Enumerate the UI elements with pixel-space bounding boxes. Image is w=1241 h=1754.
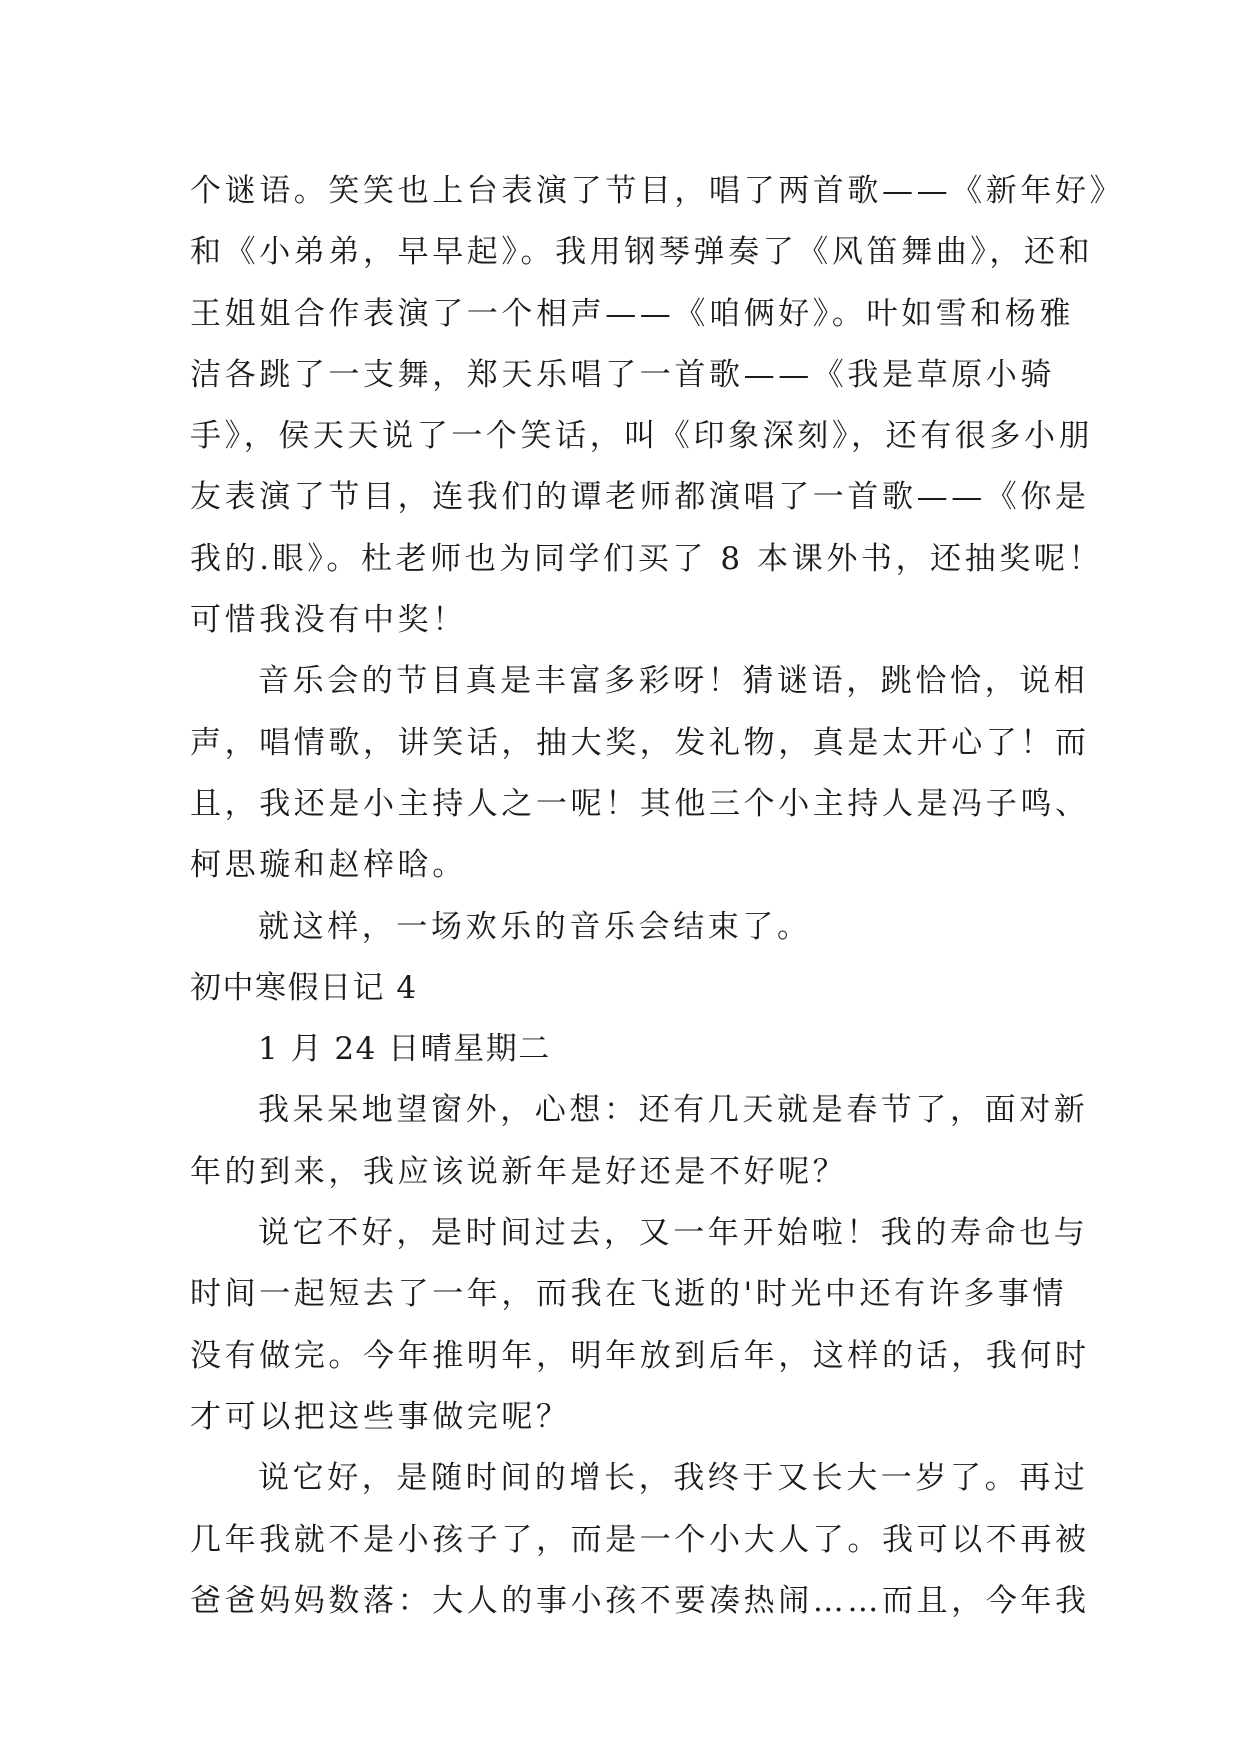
text-line: 王姐姐合作表演了一个相声——《咱俩好》。叶如雪和杨雅: [190, 295, 1075, 332]
section-heading: 初中寒假日记 4: [190, 969, 418, 1006]
text-line: 我的.眼》。杜老师也为同学们买了 8 本课外书，还抽奖呢！: [190, 540, 1104, 577]
date-line: 1 月 24 日晴星期二: [258, 1031, 551, 1068]
text-line: 才可以把这些事做完呢？: [190, 1398, 571, 1435]
document-body: [190, 161, 1125, 1632]
text-line: 声，唱情歌，讲笑话，抽大奖，发礼物，真是太开心了！而: [190, 724, 1090, 761]
paragraph-first-line: 说它不好，是时间过去，又一年开始啦！我的寿命也与: [258, 1215, 1089, 1252]
paragraph-first-line: 说它好，是随时间的增长，我终于又长大一岁了。再过: [258, 1460, 1089, 1497]
text-line: 柯思璇和赵梓晗。: [190, 847, 467, 884]
text-line: 年的到来，我应该说新年是好还是不好呢？: [190, 1153, 848, 1190]
paragraph-first-line: 音乐会的节目真是丰富多彩呀！猜谜语，跳恰恰，说相: [258, 663, 1089, 700]
text-line: 洁各跳了一支舞，郑天乐唱了一首歌——《我是草原小骑: [190, 356, 1055, 393]
text-line: 时间一起短去了一年，而我在飞逝的'时光中还有许多事情: [190, 1276, 1068, 1313]
text-line: 几年我就不是小孩子了，而是一个小大人了。我可以不再被: [190, 1521, 1090, 1558]
text-line: 可惜我没有中奖！: [190, 602, 467, 639]
text-line: 爸爸妈妈数落：大人的事小孩不要凑热闹……而且，今年我: [190, 1582, 1090, 1619]
text-line: 且，我还是小主持人之一呢！其他三个小主持人是冯子鸣、: [190, 785, 1090, 822]
text-line: 手》，侯天天说了一个笑话，叫《印象深刻》，还有很多小朋: [190, 418, 1094, 455]
paragraph-first-line: 就这样，一场欢乐的音乐会结束了。: [258, 908, 812, 945]
paragraph-first-line: 我呆呆地望窗外，心想：还有几天就是春节了，面对新: [258, 1092, 1089, 1129]
text-line: 友表演了节目，连我们的谭老师都演唱了一首歌——《你是: [190, 479, 1090, 516]
text-line: 个谜语。笑笑也上台表演了节目，唱了两首歌——《新年好》: [190, 173, 1125, 209]
text-line: 和《小弟弟，早早起》。我用钢琴弹奏了《风笛舞曲》，还和: [190, 234, 1094, 271]
text-line: 没有做完。今年推明年，明年放到后年，这样的话，我何时: [190, 1337, 1090, 1374]
